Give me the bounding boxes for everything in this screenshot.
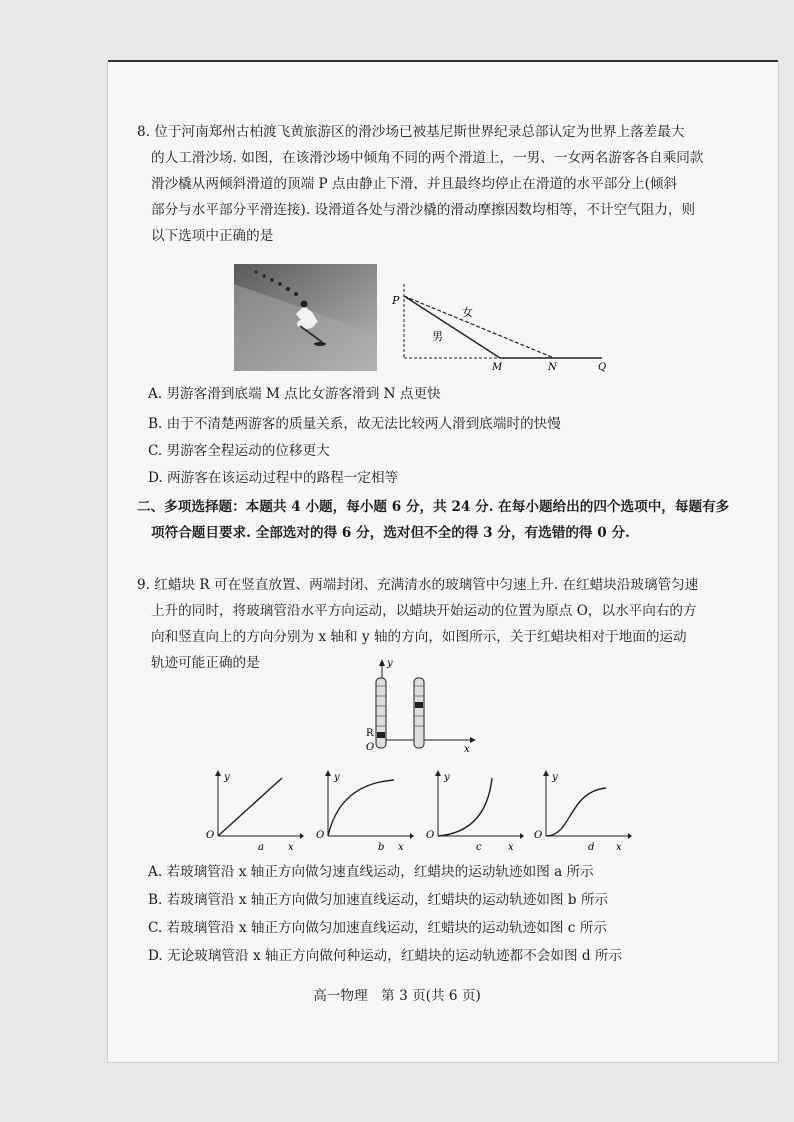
section-2-line-2: 项符合题目要求. 全部选对的得 6 分，选对但不全的得 3 分，有选错的得 0 分. <box>151 525 630 541</box>
q8-option-d: D. 两游客在该运动过程中的路程一定相等 <box>148 470 399 486</box>
tube-moved <box>414 678 424 748</box>
point-q-label: Q <box>598 362 607 373</box>
q8-slope-diagram <box>388 276 618 376</box>
q9-origin-label: O <box>366 742 375 753</box>
q8-line-4: 部分与水平部分平滑连接). 设滑道各处与滑沙橇的滑动摩擦因数均相等，不计空气阻力，则 <box>151 202 696 218</box>
q9-line-3: 向和竖直向上的方向分别为 x 轴和 y 轴的方向，如图所示，关于红蜡块相对于地面的运动 <box>151 629 687 645</box>
graph-a-caption: a <box>258 842 264 853</box>
q9-option-a: A. 若玻璃管沿 x 轴正方向做匀速直线运动，红蜡块的运动轨迹如图 a 所示 <box>148 864 594 880</box>
section-2-line-1: 二、多项选择题：本题共 4 小题，每小题 6 分，共 24 分. 在每小题给出的四个选项中，每题有多 <box>137 499 730 515</box>
q9-option-c: C. 若玻璃管沿 x 轴正方向做匀加速直线运动，红蜡块的运动轨迹如图 c 所示 <box>148 920 607 936</box>
q8-line-1: 8. 位于河南郑州古柏渡飞黄旅游区的滑沙场已被基尼斯世界纪录总部认定为世界上落差最大 <box>137 124 685 140</box>
graph-c-origin-label: O <box>426 830 435 841</box>
point-p-label: P <box>392 294 400 307</box>
q8-line-2: 的人工滑沙场. 如图，在该滑沙场中倾角不同的两个滑道上，一男、一女两名游客各自乘同款 <box>151 150 704 166</box>
graph-d <box>532 770 632 854</box>
graph-a-y-label: y <box>224 772 230 783</box>
q8-line-5: 以下选项中正确的是 <box>151 228 274 244</box>
graph-d-y-label: y <box>552 772 558 783</box>
q9-option-b: B. 若玻璃管沿 x 轴正方向做匀加速直线运动，红蜡块的运动轨迹如图 b 所示 <box>148 892 609 908</box>
graph-a <box>204 770 304 854</box>
q8-line-3: 滑沙橇从两倾斜滑道的顶端 P 点由静止下滑，并且最终均停止在滑道的水平部分上(倾斜 <box>151 176 678 192</box>
question-8 <box>137 119 704 249</box>
q9-line-1: 9. 红蜡块 R 可在竖直放置、两端封闭、充满清水的玻璃管中匀速上升. 在红蜡块沿玻璃管匀速 <box>137 577 699 593</box>
graph-c-caption: c <box>476 842 482 853</box>
graph-d-origin-label: O <box>534 830 543 841</box>
graph-b-x-label: x <box>398 842 404 853</box>
sand-slide-photo <box>234 264 377 371</box>
graph-c-y-label: y <box>444 772 450 783</box>
q9-tube-diagram <box>360 656 480 756</box>
q9-x-axis-label: x <box>464 744 470 755</box>
q8-option-c: C. 男游客全程运动的位移更大 <box>148 443 330 459</box>
graph-c <box>424 770 524 854</box>
graph-c-x-label: x <box>508 842 514 853</box>
graph-b-y-label: y <box>334 772 340 783</box>
point-m-label: M <box>492 362 503 373</box>
male-label: 男 <box>432 330 443 343</box>
q9-y-axis-label: y <box>387 658 393 669</box>
graph-b-origin-label: O <box>316 830 325 841</box>
point-n-label: N <box>548 362 557 373</box>
graph-b <box>314 770 414 854</box>
graph-b-caption: b <box>378 842 385 853</box>
tube-initial <box>376 678 386 748</box>
graph-d-caption: d <box>588 842 595 853</box>
wax-block-label: R <box>366 728 374 739</box>
q9-line-2: 上升的同时，将玻璃管沿水平方向运动，以蜡块开始运动的位置为原点 O，以水平向右的方 <box>151 603 697 619</box>
graph-a-origin-label: O <box>206 830 215 841</box>
q8-option-a: A. 男游客滑到底端 M 点比女游客滑到 N 点更快 <box>148 386 441 402</box>
page-footer: 高一物理 第 3 页(共 6 页) <box>313 988 481 1004</box>
q9-option-d: D. 无论玻璃管沿 x 轴正方向做何种运动，红蜡块的运动轨迹都不会如图 d 所示 <box>148 948 623 964</box>
graph-a-x-label: x <box>288 842 294 853</box>
female-label: 女 <box>462 306 473 319</box>
page-top-edge <box>108 60 778 62</box>
graph-d-x-label: x <box>616 842 622 853</box>
q8-option-b: B. 由于不清楚两游客的质量关系，故无法比较两人滑到底端时的快慢 <box>148 416 561 432</box>
q9-line-4: 轨迹可能正确的是 <box>151 655 260 671</box>
section-2-heading <box>137 494 730 546</box>
